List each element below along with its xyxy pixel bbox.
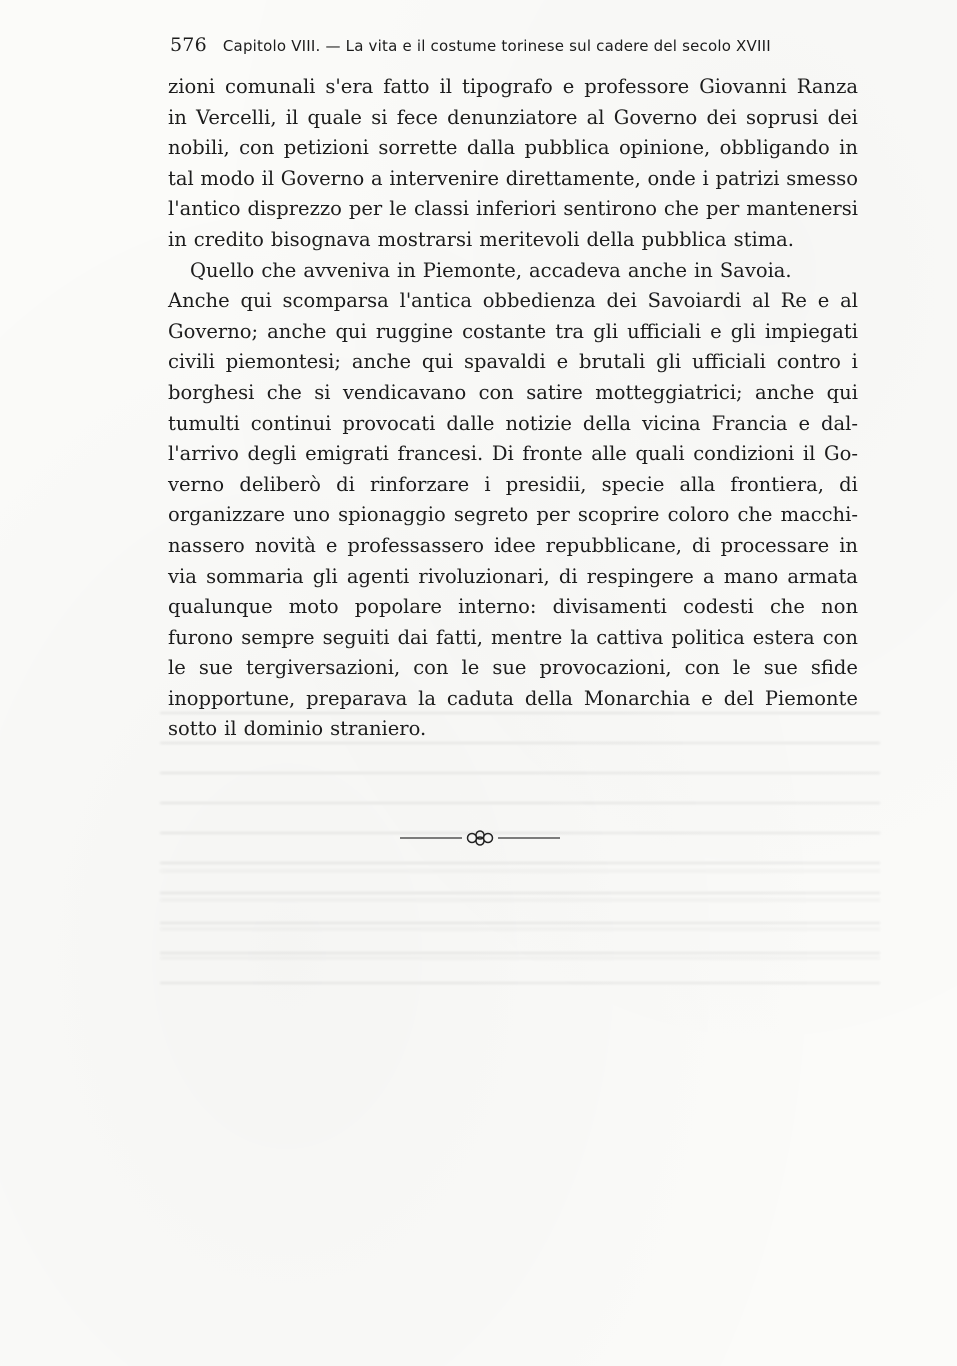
text-line: le sue tergiversazioni, con le sue provocazioni, con le sue sfide bbox=[168, 656, 858, 680]
text-line: zioni comunali s'era fatto il tipografo e professore Giovanni Ranza bbox=[168, 75, 858, 98]
text-line: via sommaria gli agenti rivoluzionari, di respingere a mano armata bbox=[168, 564, 858, 588]
text-line: furono sempre seguiti dai fatti, mentre la cattiva politica estera con bbox=[168, 625, 858, 649]
text-line: Governo; anche qui ruggine costante tra gli ufficiali e gli impiegati bbox=[168, 319, 858, 343]
body-text bbox=[168, 72, 858, 745]
running-header bbox=[170, 34, 771, 56]
text-line: Quello che avveniva in Piemonte, accadeva anche in Savoia. bbox=[190, 258, 792, 282]
text-line: l'antico disprezzo per le classi inferiori sentirono che per mantenersi bbox=[168, 197, 858, 221]
text-line: borghesi che si vendicavano con satire motteggiatrici; anche qui bbox=[168, 380, 858, 404]
text-line: inopportune, preparava la caduta della Monarchia e del Piemonte bbox=[168, 686, 858, 710]
section-end-ornament-icon bbox=[400, 826, 560, 850]
text-line: nassero novità e professassero idee repubblicane, di processare in bbox=[168, 533, 858, 557]
text-line: Anche qui scomparsa l'antica obbedienza dei Savoiardi al Re e al bbox=[168, 289, 858, 313]
text-line: sotto il dominio straniero. bbox=[168, 717, 427, 741]
text-line: tumulti continui provocati dalle notizie della vicina Francia e dal- bbox=[168, 411, 858, 435]
text-line: l'arrivo degli emigrati francesi. Di fronte alle quali condizioni il Go- bbox=[168, 442, 858, 466]
text-line: verno deliberò di rinforzare i presidii, specie alla frontiera, di bbox=[168, 472, 858, 496]
show-through-text-lower bbox=[160, 860, 880, 980]
running-title: Capitolo VIII. — La vita e il costume torinese sul cadere del secolo XVIII bbox=[222, 37, 771, 55]
page-number: 576 bbox=[170, 34, 207, 56]
text-line: in Vercelli, il quale si fece denunziatore al Governo dei soprusi dei bbox=[168, 105, 858, 129]
text-line: in credito bisognava mostrarsi meritevoli della pubblica stima. bbox=[168, 227, 795, 251]
text-line: tal modo il Governo a intervenire direttamente, onde i patrizi smesso bbox=[168, 166, 858, 190]
text-line: qualunque moto popolare interno: divisamenti codesti che non bbox=[168, 595, 858, 619]
text-line: nobili, con petizioni sorrette dalla pubblica opinione, obbligando in bbox=[168, 136, 858, 160]
text-line: civili piemontesi; anche qui spavaldi e brutali gli ufficiali contro i bbox=[168, 350, 858, 374]
text-line: organizzare uno spionaggio segreto per scoprire coloro che macchi- bbox=[168, 503, 858, 527]
